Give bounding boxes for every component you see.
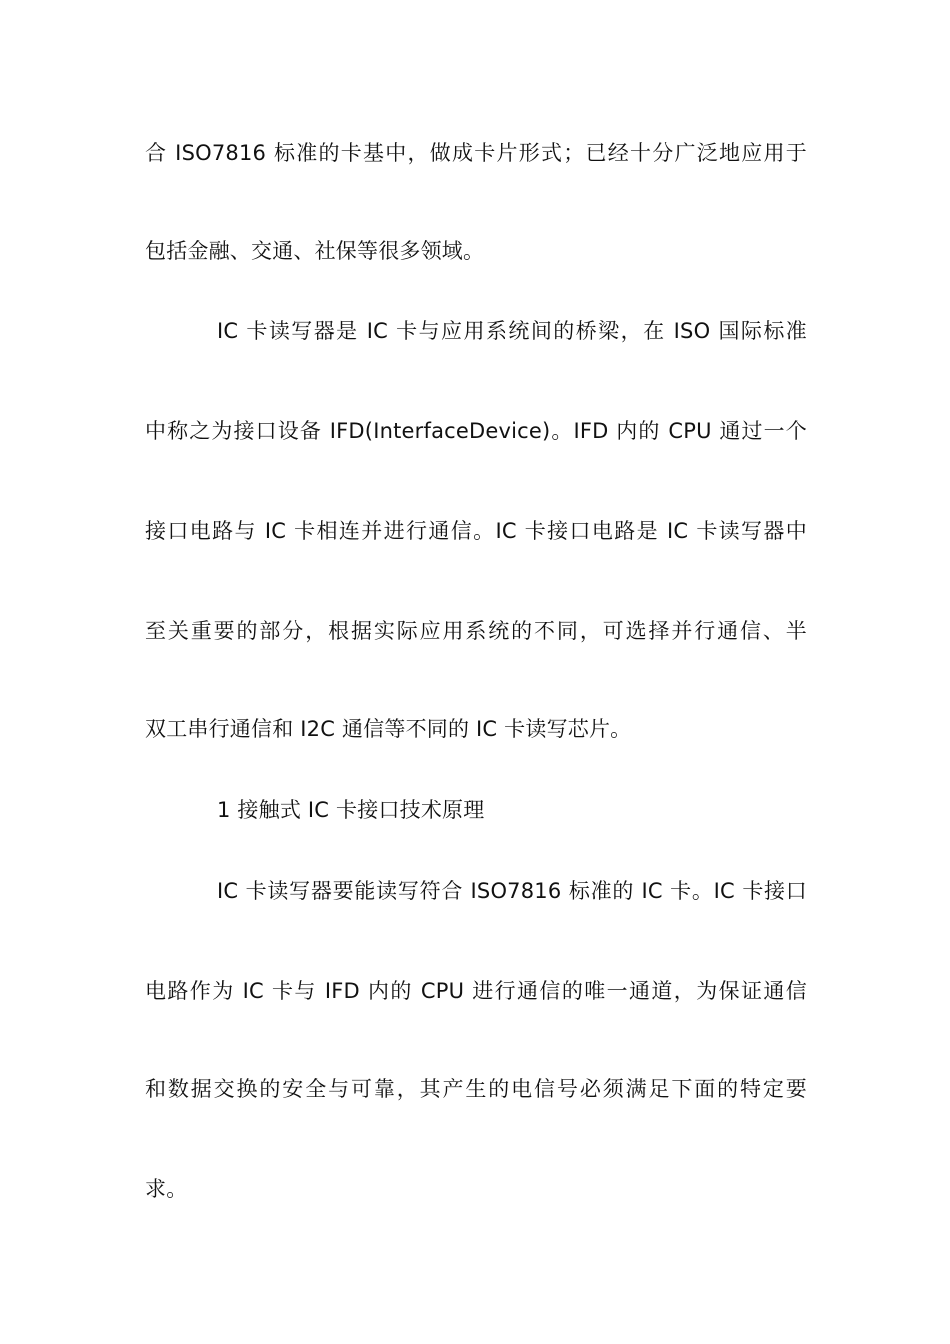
text-line-9: IC 卡读写器要能读写符合 ISO7816 标准的 IC 卡。IC 卡接口 <box>217 879 807 903</box>
text-line-1: 合 ISO7816 标准的卡基中，做成卡片形式；已经十分广泛地应用于 <box>145 141 807 165</box>
text-line-7: 双工串行通信和 I2C 通信等不同的 IC 卡读写芯片。 <box>145 717 632 741</box>
section-heading: 1 接触式 IC 卡接口技术原理 <box>217 798 485 822</box>
text-line-11: 和数据交换的安全与可靠，其产生的电信号必须满足下面的特定要 <box>145 1077 807 1101</box>
text-line-2: 包括金融、交通、社保等很多领域。 <box>145 239 485 263</box>
text-line-12: 求。 <box>145 1177 188 1201</box>
text-line-5: 接口电路与 IC 卡相连并进行通信。IC 卡接口电路是 IC 卡读写器中 <box>145 519 807 543</box>
text-line-10: 电路作为 IC 卡与 IFD 内的 CPU 进行通信的唯一通道，为保证通信 <box>145 979 807 1003</box>
text-line-6: 至关重要的部分，根据实际应用系统的不同，可选择并行通信、半 <box>145 619 807 643</box>
text-line-4: 中称之为接口设备 IFD(InterfaceDevice)。IFD 内的 CPU 通过一个 <box>145 419 807 443</box>
text-line-3: IC 卡读写器是 IC 卡与应用系统间的桥梁，在 ISO 国际标准 <box>217 319 807 343</box>
